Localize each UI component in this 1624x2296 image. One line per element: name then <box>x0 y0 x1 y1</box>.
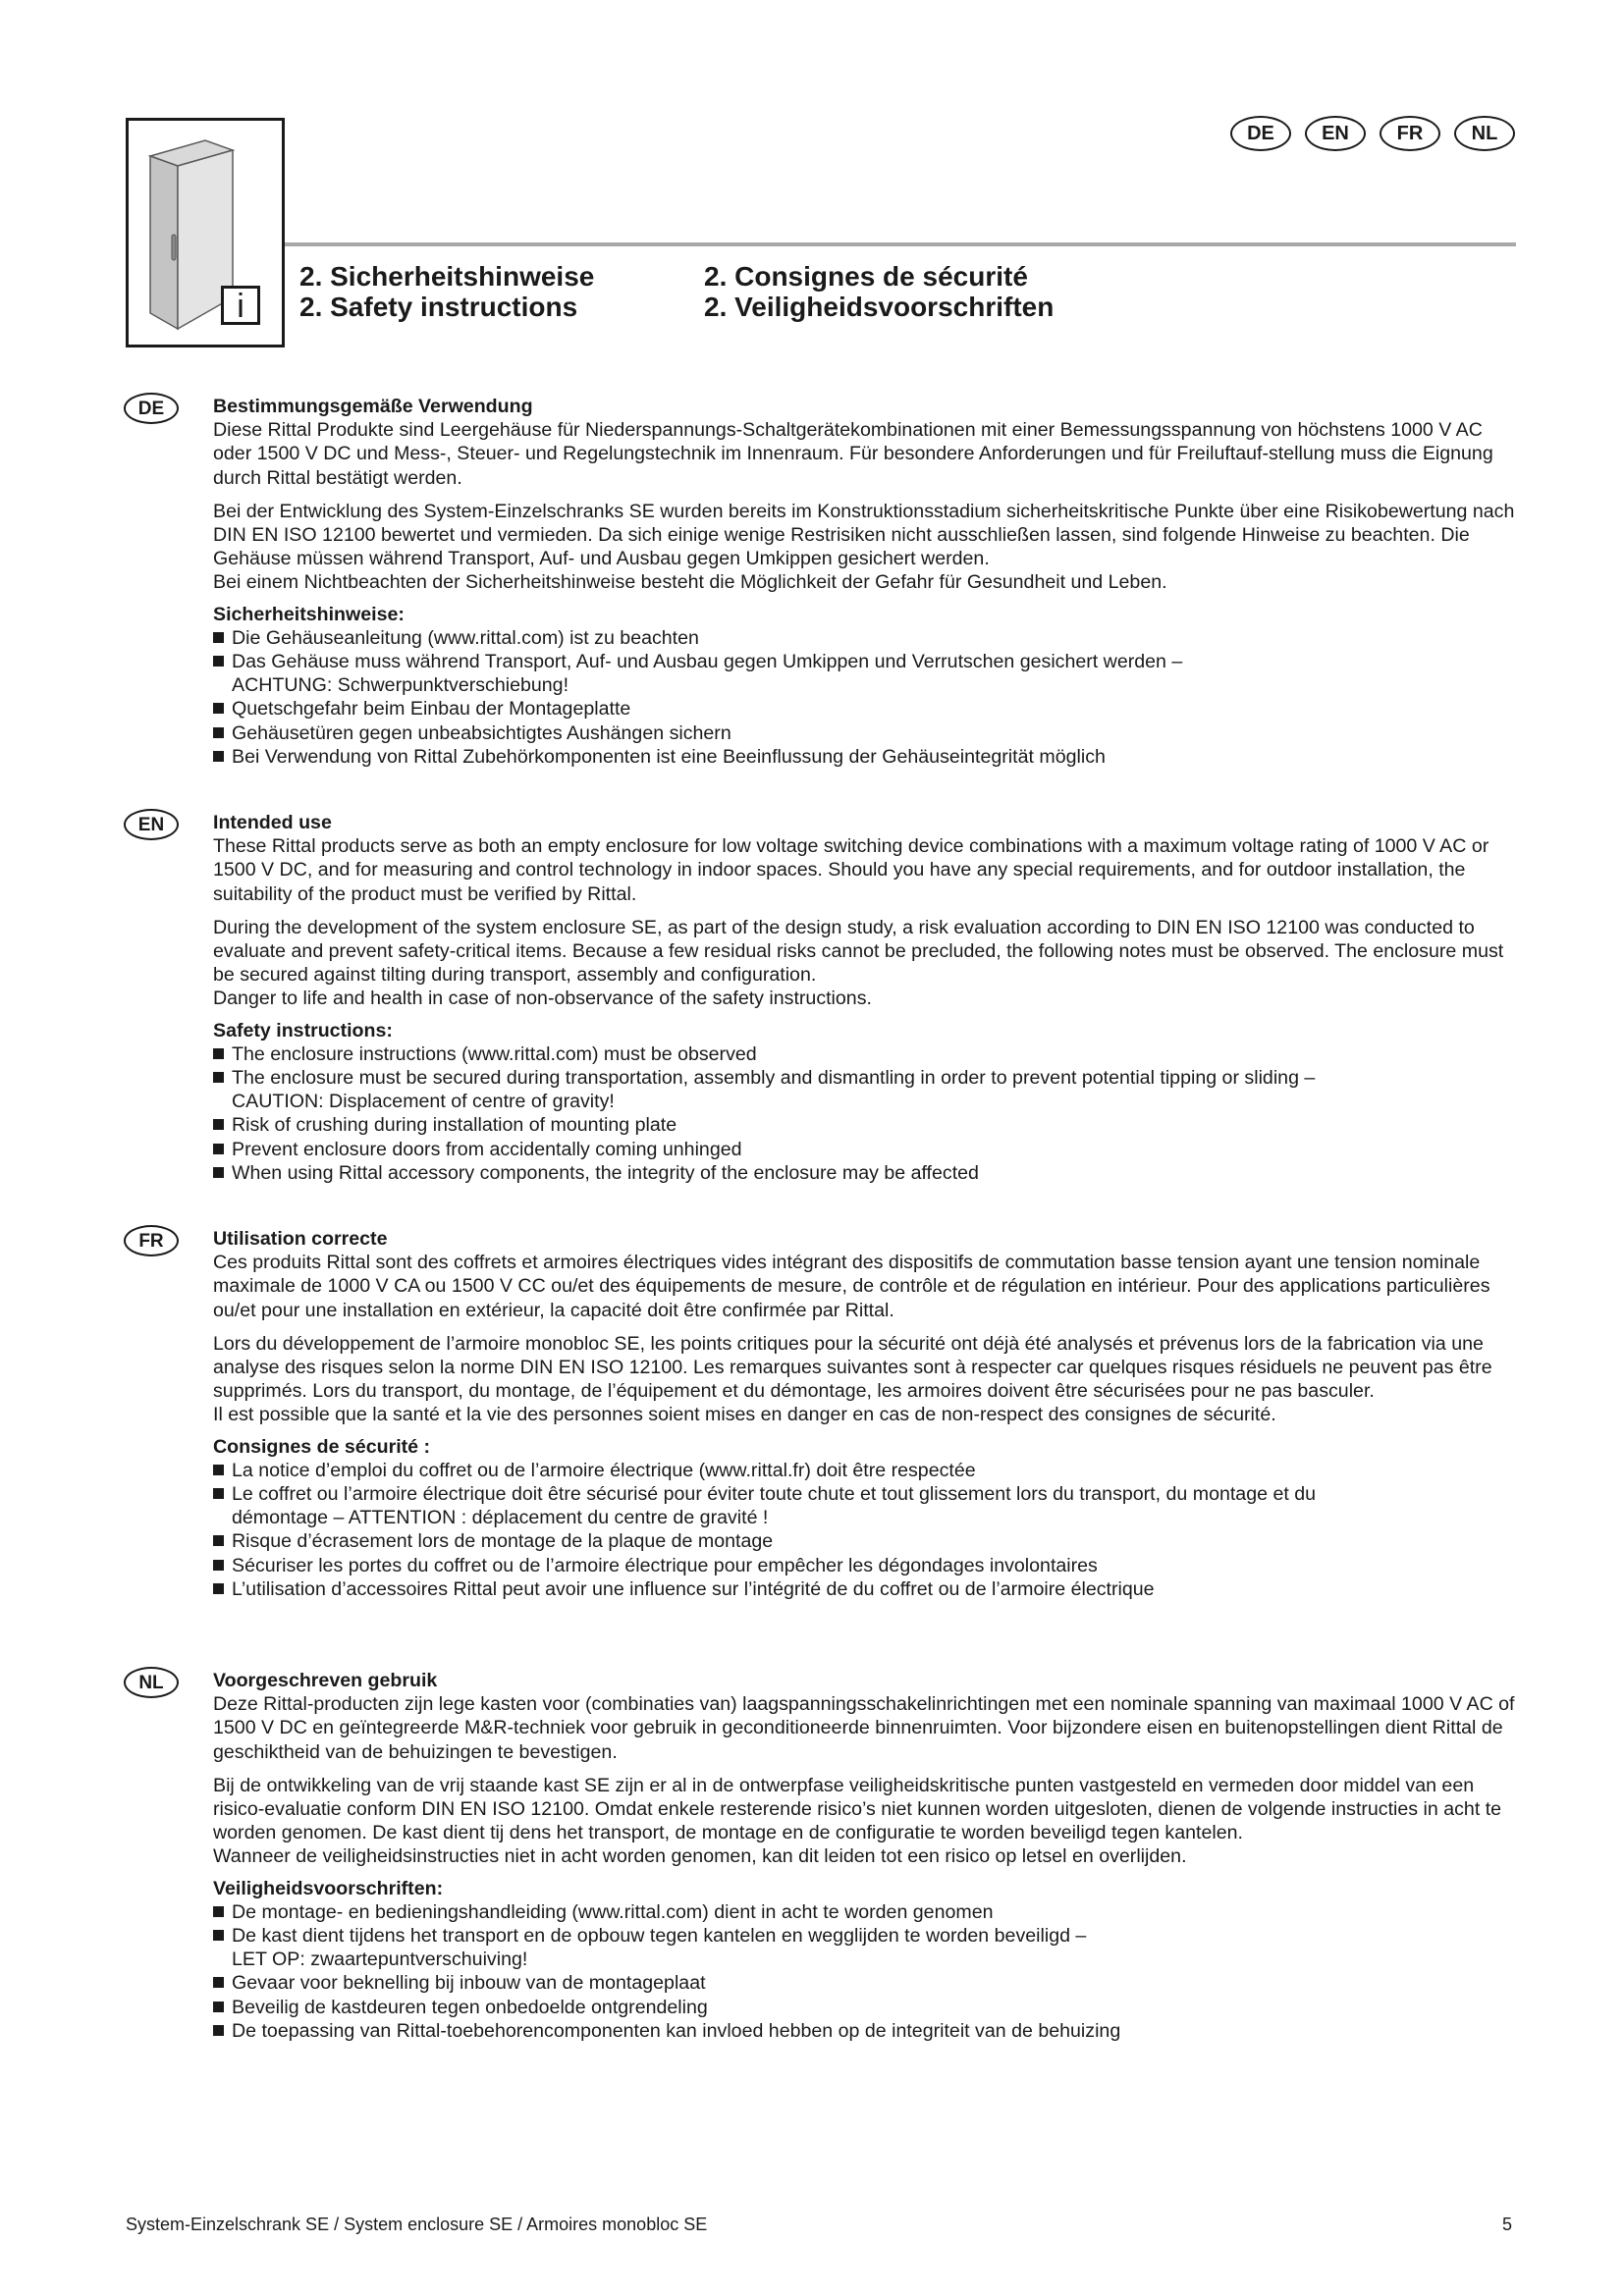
language-badge-nl: NL <box>124 1667 179 1698</box>
list-item: Beveilig de kastdeuren tegen onbedoelde ontgrendeling <box>213 1996 1519 2019</box>
title-column-right <box>704 261 1054 322</box>
section-en <box>137 811 1519 1185</box>
enclosure-illustration <box>126 118 285 347</box>
footer-document-title: System-Einzelschrank SE / System enclosure SE / Armoires monobloc SE <box>126 2215 708 2234</box>
language-tabs <box>1230 116 1515 151</box>
section-title: Intended use <box>213 812 332 833</box>
list-item: When using Rittal accessory components, the integrity of the enclosure may be affected <box>213 1161 1519 1185</box>
list-item: De toepassing van Rittal-toebehorencomponenten kan invloed hebben op de integriteit van de behuizing <box>213 2019 1519 2043</box>
paragraph: Lors du développement de l’armoire monobloc SE, les points critiques pour la sécurité ont déjà été analysés et prévenus lors de la fabrication via une analyse des risques selon la norme DIN EN ISO 12100. Les remarques suivantes sont à respecter car quelques risques résiduels ne peuvent pas être supprimés. Lors du transport, du montage, de l’équipement et du démontage, les armoires doivent être sécurisées pour ne pas basculer. <box>213 1332 1492 1403</box>
section-title: Utilisation correcte <box>213 1228 388 1250</box>
list-item: De montage- en bedieningshandleiding (www.rittal.com) dient in acht te worden genomen <box>213 1900 1519 1924</box>
title-column-left <box>299 261 594 322</box>
section-title: Bestimmungsgemäße Verwendung <box>213 396 533 417</box>
list-item: De kast dient tijdens het transport en de opbouw tegen kantelen en wegglijden te worden beveiligd – LET OP: zwaartepuntverschuiving! <box>213 1924 1519 1971</box>
list-item: Le coffret ou l’armoire électrique doit être sécurisé pour éviter toute chute et tout glissement lors du transport, du montage et du démontage – ATTENTION : déplacement du centre de gravité ! <box>213 1482 1519 1529</box>
paragraph: Bei einem Nichtbeachten der Sicherheitshinweise besteht die Möglichkeit der Gefahr für Gesundheit und Leben. <box>213 571 1167 594</box>
section-title: Voorgeschreven gebruik <box>213 1670 438 1691</box>
paragraph: Danger to life and health in case of non-observance of the safety instructions. <box>213 988 872 1010</box>
title-en: 2. Safety instructions <box>299 292 578 322</box>
list-item: Bei Verwendung von Rittal Zubehörkomponenten ist eine Beeinflussung der Gehäuseintegrität möglich <box>213 745 1519 769</box>
safety-title: Sicherheitshinweise: <box>213 603 405 625</box>
section-fr <box>138 1227 1519 1601</box>
paragraph: Wanneer de veiligheidsinstructies niet in acht worden genomen, kan dit leiden tot een risico op letsel en overlijden. <box>213 1845 1187 1868</box>
paragraph: Bij de ontwikkeling van de vrij staande kast SE zijn er al in de ontwerpfase veiligheidskritische punten vastgesteld en vermeden door middel van een risico-evaluatie conform DIN EN ISO 12100. Omdat enkele resterende risico’s niet kunnen worden uitgesloten, dienen de volgende instructies in acht te worden genomen. De kast dient tij dens het transport, de montage en de configuratie te worden beveiligd tegen kantelen. <box>213 1774 1502 1844</box>
list-item: Gehäusetüren gegen unbeabsichtigtes Aushängen sichern <box>213 721 1519 745</box>
list-item: Das Gehäuse muss während Transport, Auf- und Ausbau gegen Umkippen und Verrutschen gesichert werden – ACHTUNG: Schwerpunktverschiebung! <box>213 650 1519 697</box>
title-de: 2. Sicherheitshinweise <box>299 261 595 292</box>
list-item: The enclosure must be secured during transportation, assembly and dismantling in order to prevent potential tipping or sliding – CAUTION: Displacement of centre of gravity! <box>213 1066 1519 1113</box>
paragraph: Diese Rittal Produkte sind Leergehäuse für Niederspannungs-Schaltgerätekombinationen mit einer Bemessungsspannung von höchstens 1000 V AC oder 1500 V DC und Mess-, Steuer- und Regelungstechnik im Innenraum. Für besondere Anforderungen und für Freiluftauf-stellung muss die Eignung durch Rittal bestätigt werden. <box>213 419 1493 489</box>
list-item: L’utilisation d’accessoires Rittal peut avoir une influence sur l’intégrité de du coffret ou de l’armoire électrique <box>213 1577 1519 1601</box>
paragraph: Deze Rittal-producten zijn lege kasten voor (combinaties van) laagspanningsschakelinrichtingen met een nominale spanning van maximaal 1000 V AC of 1500 V DC en geïntegreerde M&R-techniek voor gebruik in geconditioneerde binnenruimten. Voor bijzondere eisen en buitenopstellingen dient Rittal de geschiktheid van de behuizingen te bevestigen. <box>213 1693 1515 1763</box>
safety-title: Veiligheidsvoorschriften: <box>213 1877 444 1899</box>
safety-list <box>213 1042 1519 1185</box>
paragraph: Ces produits Rittal sont des coffrets et armoires électriques vides intégrant des dispositifs de commutation basse tension ayant une tension nominale maximale de 1000 V CA ou 1500 V CC ou/et des équipements de mesure, de contrôle et de régulation en intérieur. Pour des applications particulières ou/et pour une installation en extérieur, la capacité doit être confirmée par Rittal. <box>213 1252 1490 1321</box>
page-number: 5 <box>1502 2215 1513 2234</box>
list-item: Die Gehäuseanleitung (www.rittal.com) ist zu beachten <box>213 626 1519 650</box>
paragraph: Bei der Entwicklung des System-Einzelschranks SE wurden bereits im Konstruktionsstadium sicherheitskritische Punkte über eine Risikobewertung nach DIN EN ISO 12100 bewertet und vermieden. Da sich einige wenige Restrisiken nicht ausschließen lassen, sind folgende Hinweise zu beachten. Die Gehäuse müssen während Transport, Auf- und Ausbau gegen Umkippen gesichert werden. <box>213 500 1515 570</box>
list-item: Quetschgefahr beim Einbau der Montageplatte <box>213 697 1519 721</box>
safety-list <box>213 626 1519 769</box>
lang-tab-nl[interactable]: NL <box>1454 116 1515 151</box>
section-nl <box>138 1669 1519 2043</box>
language-badge-de: DE <box>124 393 179 424</box>
list-item: Risque d’écrasement lors de montage de la plaque de montage <box>213 1529 1519 1553</box>
safety-title: Safety instructions: <box>213 1019 393 1041</box>
language-badge-fr: FR <box>124 1225 179 1256</box>
safety-list <box>213 1459 1519 1601</box>
section-de <box>137 395 1519 769</box>
header-divider <box>285 242 1516 246</box>
lang-tab-de[interactable]: DE <box>1230 116 1291 151</box>
title-fr: 2. Consignes de sécurité <box>704 261 1028 292</box>
safety-title: Consignes de sécurité : <box>213 1435 431 1458</box>
lang-tab-en[interactable]: EN <box>1305 116 1366 151</box>
paragraph: Il est possible que la santé et la vie des personnes soient mises en danger en cas de non-respect des consignes de sécurité. <box>213 1404 1276 1426</box>
list-item: Sécuriser les portes du coffret ou de l’armoire électrique pour empêcher les dégondages involontaires <box>213 1554 1519 1577</box>
paragraph: During the development of the system enclosure SE, as part of the design study, a risk evaluation according to DIN EN ISO 12100 was conducted to evaluate and prevent safety-critical items. Because a few residual risks cannot be precluded, the following notes must be observed. The enclosure must be secured against tilting during transport, assembly and configuration. <box>213 916 1504 987</box>
paragraph: These Rittal products serve as both an empty enclosure for low voltage switching device combinations with a maximum voltage rating of 1000 V AC or 1500 V DC, and for measuring and control technology in indoor spaces. Should you have any special requirements, and for outdoor installation, the suitability of the product must be verified by Rittal. <box>213 835 1489 905</box>
list-item: La notice d’emploi du coffret ou de l’armoire électrique (www.rittal.fr) doit être respectée <box>213 1459 1519 1482</box>
list-item: Gevaar voor beknelling bij inbouw van de montageplaat <box>213 1971 1519 1995</box>
lang-tab-fr[interactable]: FR <box>1380 116 1440 151</box>
language-badge-en: EN <box>124 809 179 840</box>
list-item: The enclosure instructions (www.rittal.com) must be observed <box>213 1042 1519 1066</box>
title-nl: 2. Veiligheidsvoorschriften <box>704 292 1055 322</box>
safety-list <box>213 1900 1519 2043</box>
info-icon: i <box>221 286 260 325</box>
list-item: Risk of crushing during installation of mounting plate <box>213 1113 1519 1137</box>
list-item: Prevent enclosure doors from accidentally coming unhinged <box>213 1138 1519 1161</box>
